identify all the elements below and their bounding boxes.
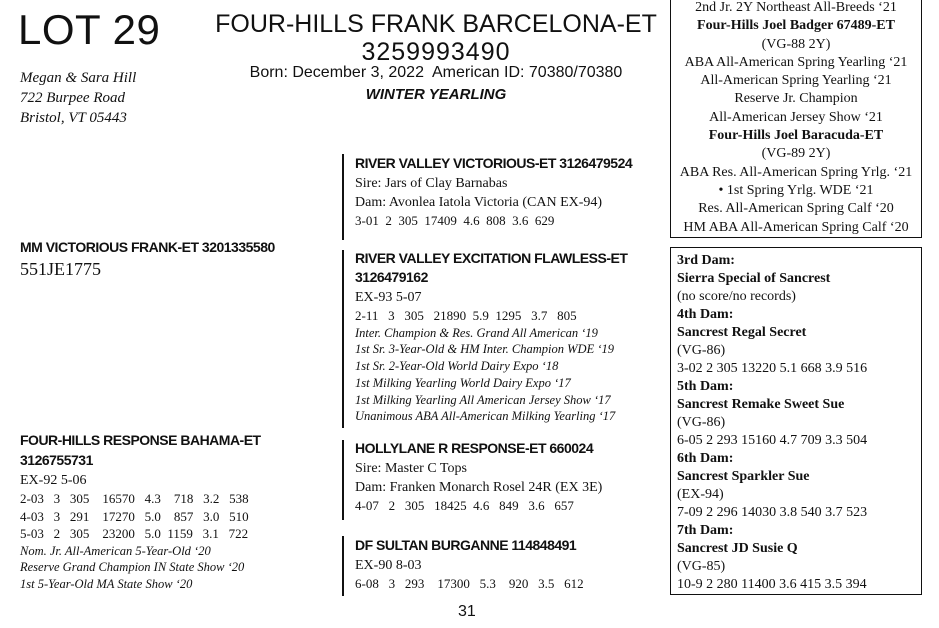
box-line: ABA All-American Spring Yearling ‘21 bbox=[684, 54, 908, 70]
box-line: • 1st Spring Yrlg. WDE ‘21 bbox=[718, 182, 874, 198]
owner-line: 722 Burpee Road bbox=[20, 90, 125, 106]
birth-info: Born: December 3, 2022 American ID: 70380/70380 bbox=[249, 64, 623, 81]
dam-score: EX-92 5-06 bbox=[20, 473, 87, 488]
sire-dam-award: 1st Sr. 2-Year-Old World Dairy Expo ‘18 bbox=[355, 359, 559, 374]
owner-line: Megan & Sara Hill bbox=[20, 70, 137, 86]
sire-sire-record: 3-01 2 305 17409 4.6 808 3.6 629 bbox=[355, 213, 555, 228]
dam-sire-sire: Sire: Master C Tops bbox=[355, 461, 467, 476]
lot-number: LOT 29 bbox=[18, 6, 161, 53]
dam-line: (EX-94) bbox=[677, 487, 724, 502]
page-number: 31 bbox=[458, 603, 476, 620]
box-line: All-American Jersey Show ‘21 bbox=[709, 109, 883, 125]
dam-sire-record: 4-07 2 305 18425 4.6 849 3.6 657 bbox=[355, 498, 574, 513]
dam-line: 4th Dam: bbox=[677, 307, 734, 322]
owner-address bbox=[20, 68, 136, 128]
dam-line: (VG-86) bbox=[677, 343, 726, 358]
dam-line: (no score/no records) bbox=[677, 289, 796, 304]
dam-line: 7-09 2 296 14030 3.8 540 3.7 523 bbox=[677, 505, 868, 520]
dam-dam-score: EX-90 8-03 bbox=[355, 558, 422, 573]
dam-award: Reserve Grand Champion IN State Show ‘20 bbox=[20, 560, 245, 575]
pedigree-line bbox=[342, 440, 344, 520]
box-line: HM ABA All-American Spring Calf ‘20 bbox=[683, 219, 909, 235]
dam-line: (VG-85) bbox=[677, 559, 726, 574]
dam-line: Sancrest Regal Secret bbox=[677, 325, 807, 340]
box-line: Four-Hills Joel Baracuda-ET bbox=[708, 128, 884, 144]
sire-sire-sire: Sire: Jars of Clay Barnabas bbox=[355, 176, 508, 191]
dam-line: Sancrest Remake Sweet Sue bbox=[677, 397, 845, 412]
sire-name: MM VICTORIOUS FRANK-ET 3201335580 bbox=[20, 239, 275, 255]
sire-dam-award: Inter. Champion & Res. Grand All American ‘19 bbox=[355, 325, 598, 340]
box-line: (VG-89 2Y) bbox=[761, 146, 831, 162]
pedigree-line bbox=[342, 536, 344, 596]
sire-dam-record: 2-11 3 305 21890 5.9 1295 3.7 805 bbox=[355, 308, 577, 323]
box-line: Reserve Jr. Champion bbox=[734, 91, 858, 107]
dam-reg: 3126755731 bbox=[20, 452, 93, 468]
dam-line: 6-05 2 293 15160 4.7 709 3.3 504 bbox=[677, 433, 868, 448]
dam-sire-block bbox=[355, 440, 602, 515]
dam-line: (VG-86) bbox=[677, 415, 726, 430]
sibling-awards-box bbox=[670, 0, 922, 238]
animal-name: FOUR-HILLS FRANK BARCELONA-ET bbox=[215, 10, 657, 38]
pedigree-line bbox=[342, 154, 344, 240]
dam-record: 5-03 2 305 23200 5.0 1159 3.1 722 bbox=[20, 526, 249, 541]
dam-dam-record: 6-08 3 293 17300 5.3 920 3.5 612 bbox=[355, 576, 584, 591]
sire-code: 551JE1775 bbox=[20, 259, 101, 279]
registration-number: 3259993490 bbox=[361, 38, 511, 66]
sire-sire-block bbox=[355, 155, 632, 230]
dam-sire-dam: Dam: Franken Monarch Rosel 24R (EX 3E) bbox=[355, 480, 603, 495]
dam-line: 5th Dam: bbox=[677, 379, 734, 394]
owner-line: Bristol, VT 05443 bbox=[20, 110, 127, 126]
box-line: 2nd Jr. 2Y Northeast All-Breeds ‘21 bbox=[695, 0, 897, 15]
box-line: Four-Hills Joel Badger 67489-ET bbox=[697, 18, 895, 34]
maternal-line-box bbox=[670, 247, 922, 595]
sire-dam-award: 1st Milking Yearling All American Jersey Show ‘17 bbox=[355, 392, 611, 407]
dam-block bbox=[20, 432, 261, 593]
box-line: (VG-88 2Y) bbox=[761, 36, 831, 52]
dam-line: 6th Dam: bbox=[677, 451, 734, 466]
sire-dam-reg: 3126479162 bbox=[355, 269, 428, 285]
dam-name: FOUR-HILLS RESPONSE BAHAMA-ET bbox=[20, 432, 261, 448]
dam-record: 2-03 3 305 16570 4.3 718 3.2 538 bbox=[20, 491, 249, 506]
dam-award: Nom. Jr. All-American 5-Year-Old ‘20 bbox=[20, 543, 211, 558]
box-line: ABA Res. All-American Spring Yrlg. ‘21 bbox=[679, 164, 913, 180]
sire-dam-award: 1st Sr. 3-Year-Old & HM Inter. Champion WDE ‘19 bbox=[355, 342, 615, 357]
sire-dam-award: 1st Milking Yearling World Dairy Expo ‘17 bbox=[355, 375, 571, 390]
sire-dam-award: Unanimous ABA All-American Milking Yearling ‘17 bbox=[355, 409, 616, 424]
pedigree-line bbox=[342, 250, 344, 428]
dam-line: 10-9 2 280 11400 3.6 415 3.5 394 bbox=[677, 577, 867, 592]
dam-sire-name: HOLLYLANE R RESPONSE-ET 660024 bbox=[355, 440, 594, 456]
sire-sire-name: RIVER VALLEY VICTORIOUS-ET 3126479524 bbox=[355, 155, 633, 171]
sire-dam-name: RIVER VALLEY EXCITATION FLAWLESS-ET bbox=[355, 250, 628, 266]
dam-line: Sierra Special of Sancrest bbox=[677, 271, 831, 286]
box-line: All-American Spring Yearling ‘21 bbox=[700, 73, 892, 89]
sire-sire-dam: Dam: Avonlea Iatola Victoria (CAN EX-94) bbox=[355, 195, 603, 210]
dam-dam-name: DF SULTAN BURGANNE 114848491 bbox=[355, 537, 577, 553]
dam-line: 7th Dam: bbox=[677, 523, 734, 538]
sire-dam-block bbox=[355, 250, 627, 425]
dam-line: Sancrest JD Susie Q bbox=[677, 541, 798, 556]
show-class: WINTER YEARLING bbox=[365, 86, 507, 103]
sire-dam-score: EX-93 5-07 bbox=[355, 290, 422, 305]
dam-dam-block bbox=[355, 537, 584, 593]
dam-line: 3-02 2 305 13220 5.1 668 3.9 516 bbox=[677, 361, 868, 376]
dam-record: 4-03 3 291 17270 5.0 857 3.0 510 bbox=[20, 508, 249, 524]
dam-line: Sancrest Sparkler Sue bbox=[677, 469, 810, 484]
dam-award: 1st 5-Year-Old MA State Show ‘20 bbox=[20, 577, 193, 592]
dam-line: 3rd Dam: bbox=[677, 253, 735, 268]
box-line: Res. All-American Spring Calf ‘20 bbox=[698, 201, 894, 217]
